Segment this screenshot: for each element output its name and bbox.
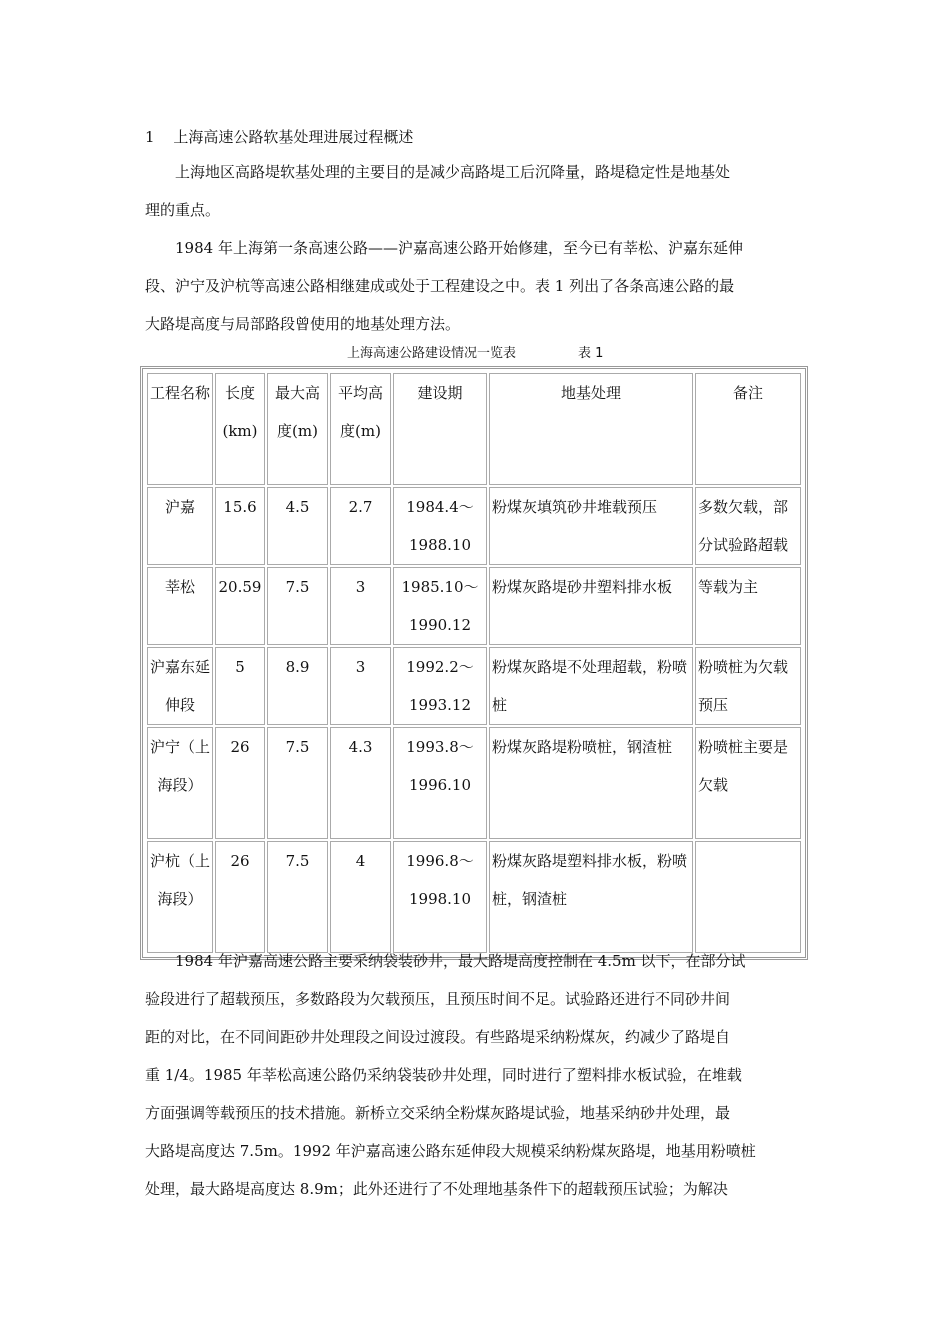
cell-avg-height: 3 [330, 567, 391, 645]
paragraph-line: 验段进行了超载预压，多数路段为欠载预压，且预压时间不足。试验路还进行不同砂井间 [145, 990, 731, 1008]
table-row [147, 567, 801, 645]
cell-max-height: 7.5 [267, 841, 328, 953]
table-caption-title: 上海高速公路建设情况一览表 [347, 346, 517, 361]
cell-note: 粉喷桩主要是欠载 [695, 727, 801, 839]
header-cell: 地基处理 [489, 373, 693, 485]
cell-note: 等载为主 [695, 567, 801, 645]
cell-treatment: 粉煤灰路堤粉喷桩，钢渣桩 [489, 727, 693, 839]
paragraph-line: 方面强调等载预压的技术措施。新桥立交采纳全粉煤灰路堤试验，地基采纳砂井处理，最 [145, 1104, 731, 1122]
table-row [147, 647, 801, 725]
cell-note: 粉喷桩为欠载预压 [695, 647, 801, 725]
cell-avg-height: 3 [330, 647, 391, 725]
cell-length: 15.6 [215, 487, 265, 565]
paragraph-line: 上海地区高路堤软基处理的主要目的是减少高路堤工后沉降量，路堤稳定性是地基处 [145, 163, 731, 181]
cell-max-height: 7.5 [267, 567, 328, 645]
cell-period: 1985.10～1990.12 [393, 567, 487, 645]
paragraph-1 [145, 153, 805, 229]
header-cell: 平均高度(m) [330, 373, 391, 485]
table-header-row [147, 373, 801, 485]
cell-max-height: 4.5 [267, 487, 328, 565]
cell-name: 沪嘉东延伸段 [147, 647, 213, 725]
cell-max-height: 7.5 [267, 727, 328, 839]
paragraph-3 [145, 942, 805, 1208]
cell-note [695, 841, 801, 953]
cell-avg-height: 2.7 [330, 487, 391, 565]
paragraph-line: 1984 年沪嘉高速公路主要采纳袋装砂井，最大路堤高度控制在 4.5m 以下，在部分试 [145, 952, 746, 970]
paragraph-line: 距的对比，在不同间距砂井处理段之间设过渡段。有些路堤采纳粉煤灰，约减少了路堤自 [145, 1028, 731, 1046]
cell-length: 20.59 [215, 567, 265, 645]
cell-avg-height: 4 [330, 841, 391, 953]
table-row [147, 487, 801, 565]
paragraph-line: 段、沪宁及沪杭等高速公路相继建成或处于工程建设之中。表 1 列出了各条高速公路的最 [145, 277, 735, 295]
paragraph-line: 大路堤高度达 7.5m。1992 年沪嘉高速公路东延伸段大规模采纳粉煤灰路堤，地基用粉喷桩 [145, 1142, 756, 1160]
section-heading [145, 126, 413, 147]
header-cell: 备注 [695, 373, 801, 485]
cell-treatment: 粉煤灰填筑砂井堆载预压 [489, 487, 693, 565]
cell-name: 沪宁（上海段） [147, 727, 213, 839]
header-cell: 工程名称 [147, 373, 213, 485]
cell-treatment: 粉煤灰路堤砂井塑料排水板 [489, 567, 693, 645]
table-row [147, 727, 801, 839]
paragraph-line: 重 1/4。1985 年莘松高速公路仍采纳袋装砂井处理，同时进行了塑料排水板试验，在堆载 [145, 1066, 742, 1084]
cell-name: 沪嘉 [147, 487, 213, 565]
cell-treatment: 粉煤灰路堤塑料排水板，粉喷桩，钢渣桩 [489, 841, 693, 953]
cell-length: 26 [215, 727, 265, 839]
data-table [145, 371, 803, 955]
section-number: 1 [145, 128, 155, 146]
cell-max-height: 8.9 [267, 647, 328, 725]
cell-period: 1993.8～1996.10 [393, 727, 487, 839]
paragraph-2 [145, 229, 805, 343]
paragraph-line: 1984 年上海第一条高速公路——沪嘉高速公路开始修建，至今已有莘松、沪嘉东延伸 [145, 239, 743, 257]
paragraph-line: 处理，最大路堤高度达 8.9m；此外还进行了不处理地基条件下的超载预压试验；为解决 [145, 1180, 728, 1198]
data-table-frame [140, 366, 808, 960]
header-cell: 最大高度(m) [267, 373, 328, 485]
section-title: 上海高速公路软基处理进展过程概述 [173, 128, 414, 146]
cell-name: 沪杭（上海段） [147, 841, 213, 953]
cell-avg-height: 4.3 [330, 727, 391, 839]
paragraph-line: 理的重点。 [145, 201, 221, 219]
paragraph-line: 大路堤高度与局部路段曾使用的地基处理方法。 [145, 315, 461, 333]
table-row [147, 841, 801, 953]
cell-treatment: 粉煤灰路堤不处理超载，粉喷桩 [489, 647, 693, 725]
cell-note: 多数欠载，部分试验路超载 [695, 487, 801, 565]
cell-name: 莘松 [147, 567, 213, 645]
header-cell: 长度(km) [215, 373, 265, 485]
cell-length: 26 [215, 841, 265, 953]
cell-period: 1996.8～1998.10 [393, 841, 487, 953]
cell-period: 1992.2～1993.12 [393, 647, 487, 725]
header-cell: 建设期 [393, 373, 487, 485]
cell-length: 5 [215, 647, 265, 725]
table-number: 表 1 [578, 346, 604, 361]
cell-period: 1984.4～1988.10 [393, 487, 487, 565]
